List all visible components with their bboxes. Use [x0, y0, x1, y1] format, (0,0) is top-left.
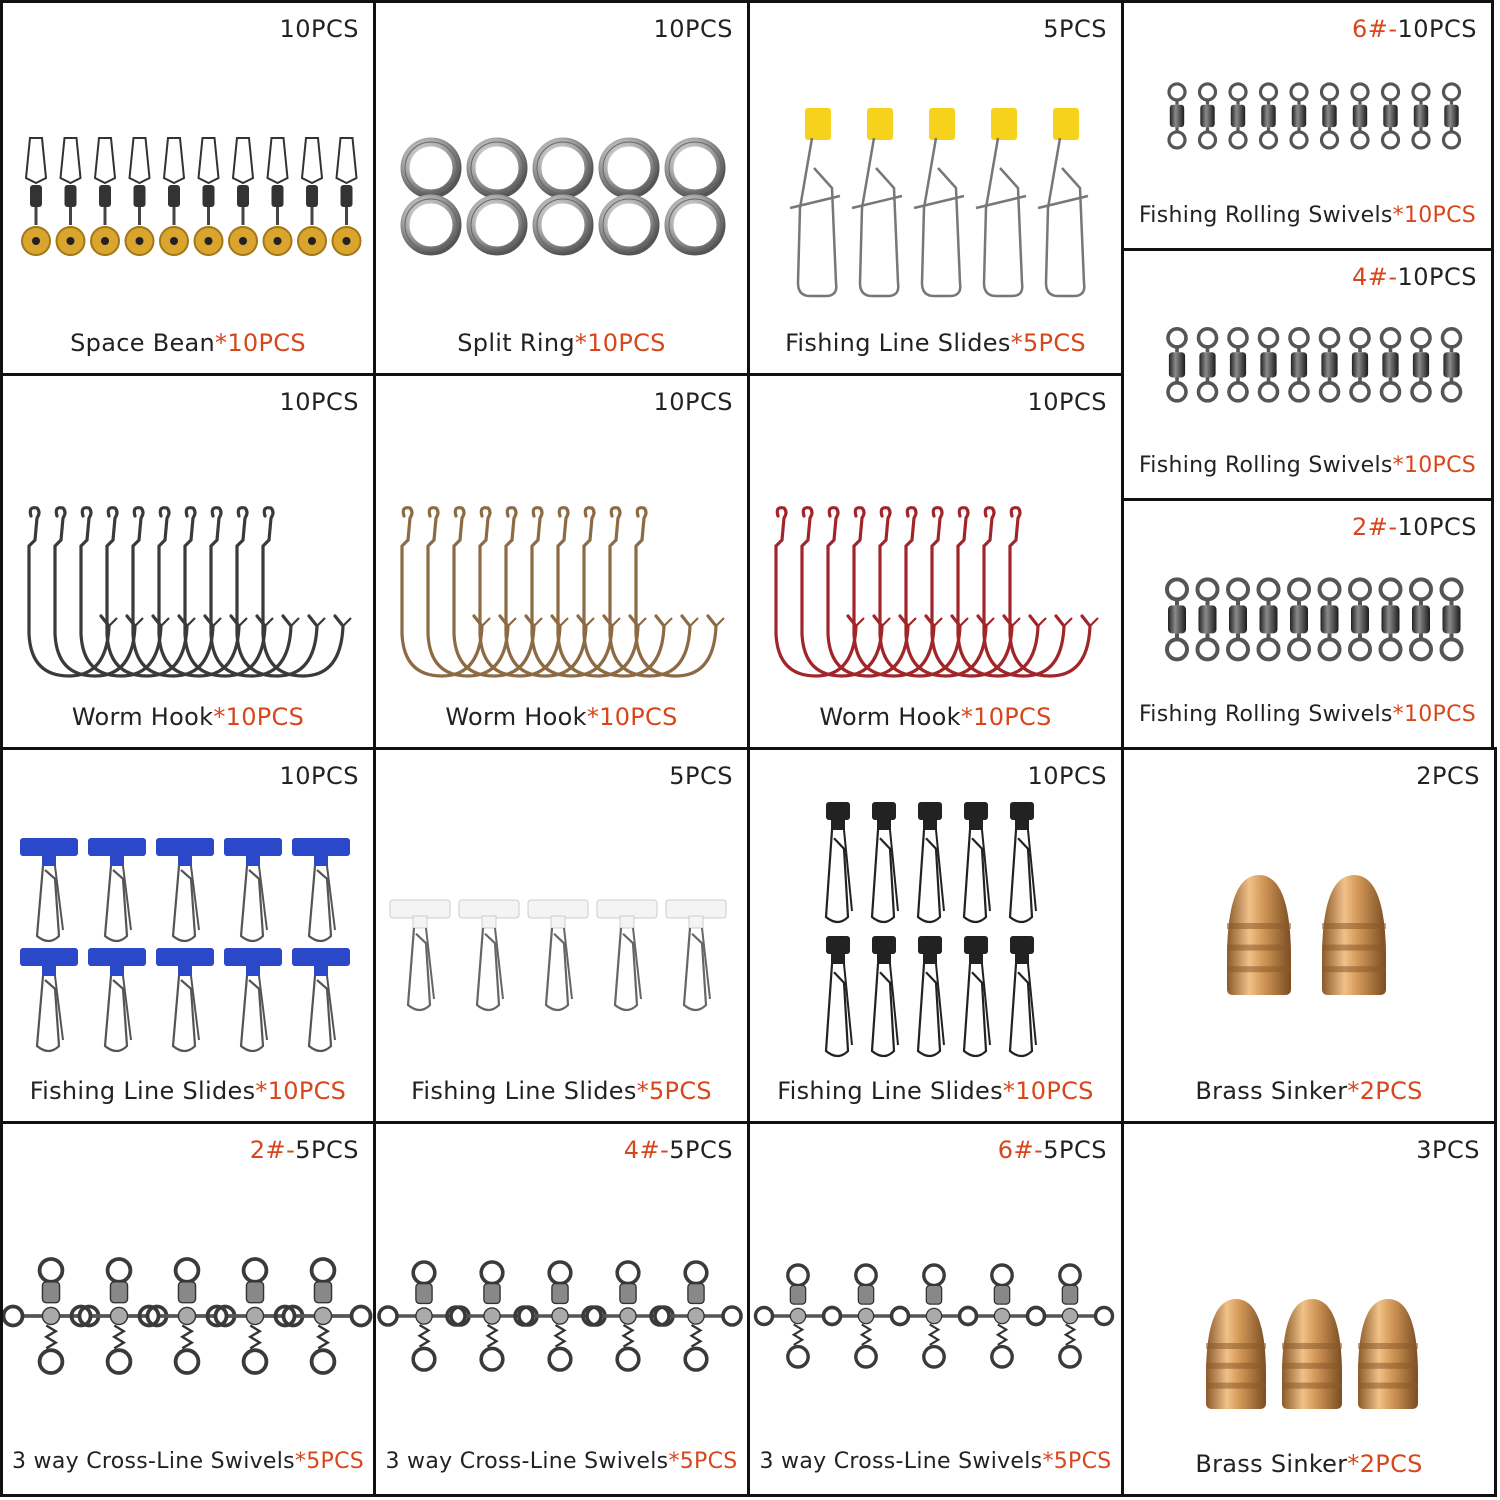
product-name: Worm Hook — [71, 703, 214, 731]
piece-count — [998, 1136, 1107, 1164]
product-cell — [373, 0, 750, 376]
count-text: 10PCS — [279, 15, 359, 43]
product-qty: *10PCS — [1392, 203, 1477, 228]
snap-clip-icon — [156, 948, 214, 1051]
piece-count — [1352, 513, 1477, 541]
product-name: Fishing Line Slides — [785, 329, 1011, 357]
rolling-swivel-icon — [1352, 84, 1368, 148]
rolling-swivel-icon — [1411, 579, 1431, 659]
split-ring-icon — [669, 142, 721, 194]
rolling-swivel-icon — [1168, 329, 1186, 401]
snap-clip-icon — [390, 900, 450, 1010]
product-label — [750, 329, 1121, 357]
worm-hook-icon — [263, 508, 351, 676]
rolling-swivel-icon — [1199, 329, 1217, 401]
space-bean-icon — [57, 138, 85, 255]
piece-count — [1027, 762, 1107, 790]
rolling-swivel-icon — [1228, 579, 1248, 659]
split-ring-icon — [603, 142, 655, 194]
product-name: 3 way Cross-Line Swivels — [759, 1449, 1043, 1474]
worm-hook-icon — [636, 508, 724, 676]
product-qty: *2PCS — [1347, 1077, 1423, 1105]
rolling-swivel-icon — [1320, 579, 1340, 659]
product-cell — [1121, 248, 1494, 501]
worm-hook-icon — [932, 508, 1020, 676]
count-text: 3PCS — [1416, 1136, 1480, 1164]
product-qty: *10PCS — [1392, 702, 1477, 727]
product-label — [750, 703, 1121, 731]
cross-line-swivel-icon — [72, 1259, 167, 1373]
count-text: 10PCS — [653, 388, 733, 416]
hook-size: 2#- — [1351, 513, 1398, 541]
snap-clip-icon — [964, 936, 990, 1056]
count-text: 5PCS — [295, 1136, 359, 1164]
worm-hook-icon — [107, 508, 195, 676]
split-ring-icon — [537, 142, 589, 194]
space-bean-icon — [91, 138, 119, 255]
product-cell — [1121, 498, 1494, 750]
brass-sinker-icon — [1206, 1299, 1266, 1409]
cross-line-swivel-icon — [3, 1259, 98, 1373]
line-slide-icon — [1038, 108, 1088, 296]
product-label — [3, 1449, 373, 1474]
count-text: 10PCS — [1027, 388, 1107, 416]
piece-count — [624, 1136, 733, 1164]
product-cell — [0, 1121, 376, 1497]
product-label — [376, 329, 747, 357]
product-name: Fishing Line Slides — [777, 1077, 1003, 1105]
worm-hook-black-icon — [3, 376, 376, 750]
worm-hook-red-icon — [750, 376, 1124, 750]
product-cell — [373, 747, 750, 1124]
worm-hook-icon — [81, 508, 169, 676]
count-text: 10PCS — [653, 15, 733, 43]
product-name: 3 way Cross-Line Swivels — [385, 1449, 669, 1474]
product-label — [376, 703, 747, 731]
snap-clip-icon — [224, 838, 282, 941]
worm-hook-icon — [558, 508, 646, 676]
worm-hook-icon — [958, 508, 1046, 676]
snap-clip-icon — [1010, 802, 1036, 922]
product-name: Fishing Line Slides — [29, 1077, 256, 1105]
product-name: Fishing Rolling Swivels — [1138, 453, 1393, 478]
product-cell — [0, 0, 376, 376]
rolling-swivel-icon — [1350, 579, 1370, 659]
space-bean-icon — [298, 138, 326, 255]
split-ring-icon — [376, 3, 750, 376]
worm-hook-icon — [237, 508, 325, 676]
line-slide-clear-icon — [376, 750, 750, 1124]
worm-hook-icon — [506, 508, 594, 676]
piece-count — [653, 388, 733, 416]
space-bean-icon — [3, 3, 376, 376]
rolling-swivel-icon — [1321, 329, 1339, 401]
rolling-swivel-icon — [1198, 579, 1218, 659]
product-qty: *5PCS — [294, 1449, 365, 1474]
worm-hook-icon — [802, 508, 890, 676]
product-label — [750, 1449, 1121, 1474]
piece-count — [1416, 762, 1480, 790]
space-bean-icon — [229, 138, 257, 255]
snap-clip-icon — [1010, 936, 1036, 1056]
rolling-swivel-icon — [1443, 329, 1461, 401]
brass-sinker-icon — [1358, 1299, 1418, 1409]
split-ring-icon — [669, 199, 721, 251]
hook-size: 2#- — [249, 1136, 296, 1164]
cross-line-swivel-icon — [376, 1124, 750, 1497]
rolling-swivel-icon — [1413, 84, 1429, 148]
snap-clip-icon — [292, 838, 350, 941]
cross-line-swivel-icon — [960, 1265, 1045, 1367]
cross-line-swivel-icon — [447, 1262, 537, 1370]
product-cell — [747, 373, 1124, 750]
snap-clip-icon — [666, 900, 726, 1010]
product-label — [1124, 453, 1491, 478]
product-name: Fishing Rolling Swivels — [1138, 702, 1393, 727]
worm-hook-icon — [29, 508, 117, 676]
product-cell — [373, 373, 750, 750]
snap-clip-icon — [826, 936, 852, 1056]
rolling-swivel-icon — [1167, 579, 1187, 659]
piece-count — [1416, 1136, 1480, 1164]
piece-count — [1352, 15, 1477, 43]
product-qty: *5PCS — [636, 1077, 712, 1105]
worm-hook-icon — [610, 508, 698, 676]
split-ring-icon — [471, 199, 523, 251]
product-label — [1124, 702, 1491, 727]
rolling-swivel-icon — [1442, 579, 1462, 659]
worm-hook-icon — [584, 508, 672, 676]
snap-clip-icon — [918, 936, 944, 1056]
worm-hook-icon — [984, 508, 1072, 676]
rolling-swivel-icon — [1229, 329, 1247, 401]
rolling-swivel-icon — [1289, 579, 1309, 659]
cross-line-swivel-icon — [379, 1262, 469, 1370]
product-label — [750, 1077, 1121, 1105]
piece-count — [1043, 15, 1107, 43]
space-bean-icon — [195, 138, 223, 255]
rolling-swivel-icon — [1261, 84, 1277, 148]
rolling-swivel-icon — [1230, 84, 1246, 148]
product-qty: *5PCS — [1042, 1449, 1112, 1474]
piece-count — [279, 762, 359, 790]
product-qty: *10PCS — [960, 703, 1052, 731]
worm-hook-icon — [828, 508, 916, 676]
line-slide-icon — [976, 108, 1026, 296]
worm-hook-icon — [776, 508, 864, 676]
count-text: 10PCS — [279, 762, 359, 790]
space-bean-icon — [333, 138, 361, 255]
split-ring-icon — [405, 142, 457, 194]
piece-count — [669, 762, 733, 790]
line-slide-icon — [914, 108, 964, 296]
product-name: Space Bean — [70, 329, 216, 357]
count-text: 10PCS — [1397, 15, 1477, 43]
product-label — [3, 1077, 373, 1105]
snap-clip-icon — [224, 948, 282, 1051]
snap-clip-icon — [292, 948, 350, 1051]
count-text: 5PCS — [1043, 1136, 1107, 1164]
brass-sinker-icon — [1227, 875, 1291, 995]
product-qty: *2PCS — [1347, 1450, 1423, 1478]
snap-clip-icon — [918, 802, 944, 922]
line-slide-black-icon — [750, 750, 1124, 1124]
cross-line-swivel-icon — [892, 1265, 977, 1367]
cross-line-swivel-icon — [276, 1259, 371, 1373]
worm-hook-icon — [532, 508, 620, 676]
product-qty: *5PCS — [668, 1449, 738, 1474]
product-cell — [1121, 747, 1497, 1124]
cross-line-swivel-icon — [140, 1259, 235, 1373]
product-name: Brass Sinker — [1195, 1450, 1348, 1478]
product-cell — [373, 1121, 750, 1497]
worm-hook-icon — [454, 508, 542, 676]
rolling-swivel-icon — [1169, 84, 1185, 148]
piece-count — [250, 1136, 359, 1164]
product-label — [1124, 1077, 1494, 1105]
split-ring-icon — [471, 142, 523, 194]
worm-hook-icon — [1010, 508, 1098, 676]
rolling-swivel-icon — [1382, 329, 1400, 401]
product-cell — [1121, 0, 1494, 251]
split-ring-icon — [537, 199, 589, 251]
rolling-swivel-icon — [1444, 84, 1460, 148]
product-label — [3, 703, 373, 731]
rolling-swivel-icon — [1381, 579, 1401, 659]
snap-clip-icon — [528, 900, 588, 1010]
product-qty: *5PCS — [1010, 329, 1086, 357]
product-cell — [1121, 1121, 1497, 1497]
piece-count — [1352, 263, 1477, 291]
count-text: 5PCS — [669, 762, 733, 790]
rolling-swivel-icon — [1290, 329, 1308, 401]
product-label — [376, 1077, 747, 1105]
count-text: 5PCS — [669, 1136, 733, 1164]
hook-size: 4#- — [1351, 263, 1398, 291]
product-name: Worm Hook — [445, 703, 587, 731]
count-text: 2PCS — [1416, 762, 1480, 790]
piece-count — [279, 388, 359, 416]
product-label — [376, 1449, 747, 1474]
snap-clip-icon — [88, 948, 146, 1051]
worm-hook-icon — [133, 508, 221, 676]
brass-sinker-icon — [1124, 1124, 1497, 1497]
product-qty: *10PCS — [213, 703, 305, 731]
rolling-swivel-icon — [1259, 579, 1279, 659]
snap-clip-icon — [459, 900, 519, 1010]
worm-hook-bronze-icon — [376, 376, 750, 750]
line-slide-icon — [790, 108, 840, 296]
product-cell — [0, 373, 376, 750]
space-bean-icon — [160, 138, 188, 255]
worm-hook-icon — [55, 508, 143, 676]
product-label — [1124, 203, 1491, 228]
cross-line-swivel-icon — [750, 1124, 1124, 1497]
worm-hook-icon — [185, 508, 273, 676]
hook-size: 6#- — [997, 1136, 1044, 1164]
rolling-swivel-icon — [1322, 84, 1338, 148]
product-cell — [747, 747, 1124, 1124]
product-qty: *10PCS — [1392, 453, 1477, 478]
snap-clip-icon — [156, 838, 214, 941]
brass-sinker-icon — [1282, 1299, 1342, 1409]
hook-size: 6#- — [1351, 15, 1398, 43]
snap-clip-icon — [872, 802, 898, 922]
snap-clip-icon — [872, 936, 898, 1056]
worm-hook-icon — [159, 508, 247, 676]
worm-hook-icon — [211, 508, 299, 676]
worm-hook-icon — [880, 508, 968, 676]
product-name: Fishing Rolling Swivels — [1138, 203, 1393, 228]
brass-sinker-icon — [1124, 750, 1497, 1124]
product-name: Worm Hook — [819, 703, 961, 731]
cross-line-swivel-icon — [824, 1265, 909, 1367]
piece-count — [653, 15, 733, 43]
count-text: 5PCS — [1043, 15, 1107, 43]
count-text: 10PCS — [1027, 762, 1107, 790]
cross-line-swivel-icon — [515, 1262, 605, 1370]
space-bean-icon — [264, 138, 292, 255]
product-qty: *10PCS — [1002, 1077, 1094, 1105]
snap-clip-icon — [20, 948, 78, 1051]
snap-clip-icon — [88, 838, 146, 941]
rolling-swivel-icon — [1200, 84, 1216, 148]
snap-clip-icon — [964, 802, 990, 922]
cross-line-swivel-icon — [756, 1265, 841, 1367]
worm-hook-icon — [854, 508, 942, 676]
count-text: 10PCS — [279, 388, 359, 416]
product-cell — [0, 747, 376, 1124]
rolling-swivel-icon — [1351, 329, 1369, 401]
product-name: Split Ring — [457, 329, 575, 357]
product-qty: *10PCS — [255, 1077, 347, 1105]
snap-clip-icon — [826, 802, 852, 922]
line-slide-icon — [852, 108, 902, 296]
rolling-swivel-icon — [1412, 329, 1430, 401]
snap-clip-icon — [597, 900, 657, 1010]
piece-count — [1027, 388, 1107, 416]
rolling-swivel-icon — [1260, 329, 1278, 401]
snap-clip-icon — [20, 838, 78, 941]
brass-sinker-icon — [1322, 875, 1386, 995]
cross-line-swivel-icon — [3, 1124, 376, 1497]
split-ring-icon — [603, 199, 655, 251]
worm-hook-icon — [906, 508, 994, 676]
worm-hook-icon — [480, 508, 568, 676]
line-slide-blue-icon — [3, 750, 376, 1124]
count-text: 10PCS — [1397, 263, 1477, 291]
product-qty: *10PCS — [574, 329, 666, 357]
product-label — [3, 329, 373, 357]
rolling-swivel-icon — [1383, 84, 1399, 148]
product-qty: *10PCS — [586, 703, 678, 731]
product-qty: *10PCS — [215, 329, 306, 357]
product-name: Brass Sinker — [1195, 1077, 1348, 1105]
product-cell — [747, 0, 1124, 376]
rolling-swivel-icon — [1291, 84, 1307, 148]
cross-line-swivel-icon — [208, 1259, 303, 1373]
product-name: 3 way Cross-Line Swivels — [11, 1449, 295, 1474]
hook-size: 4#- — [623, 1136, 670, 1164]
product-label — [1124, 1450, 1494, 1478]
piece-count — [279, 15, 359, 43]
split-ring-icon — [405, 199, 457, 251]
space-bean-icon — [22, 138, 50, 255]
product-cell — [747, 1121, 1124, 1497]
cross-line-swivel-icon — [583, 1262, 673, 1370]
cross-line-swivel-icon — [1028, 1265, 1113, 1367]
line-slide-yellow-icon — [750, 3, 1124, 376]
cross-line-swivel-icon — [651, 1262, 741, 1370]
product-name: Fishing Line Slides — [411, 1077, 637, 1105]
worm-hook-icon — [402, 508, 490, 676]
worm-hook-icon — [428, 508, 516, 676]
count-text: 10PCS — [1397, 513, 1477, 541]
space-bean-icon — [126, 138, 154, 255]
